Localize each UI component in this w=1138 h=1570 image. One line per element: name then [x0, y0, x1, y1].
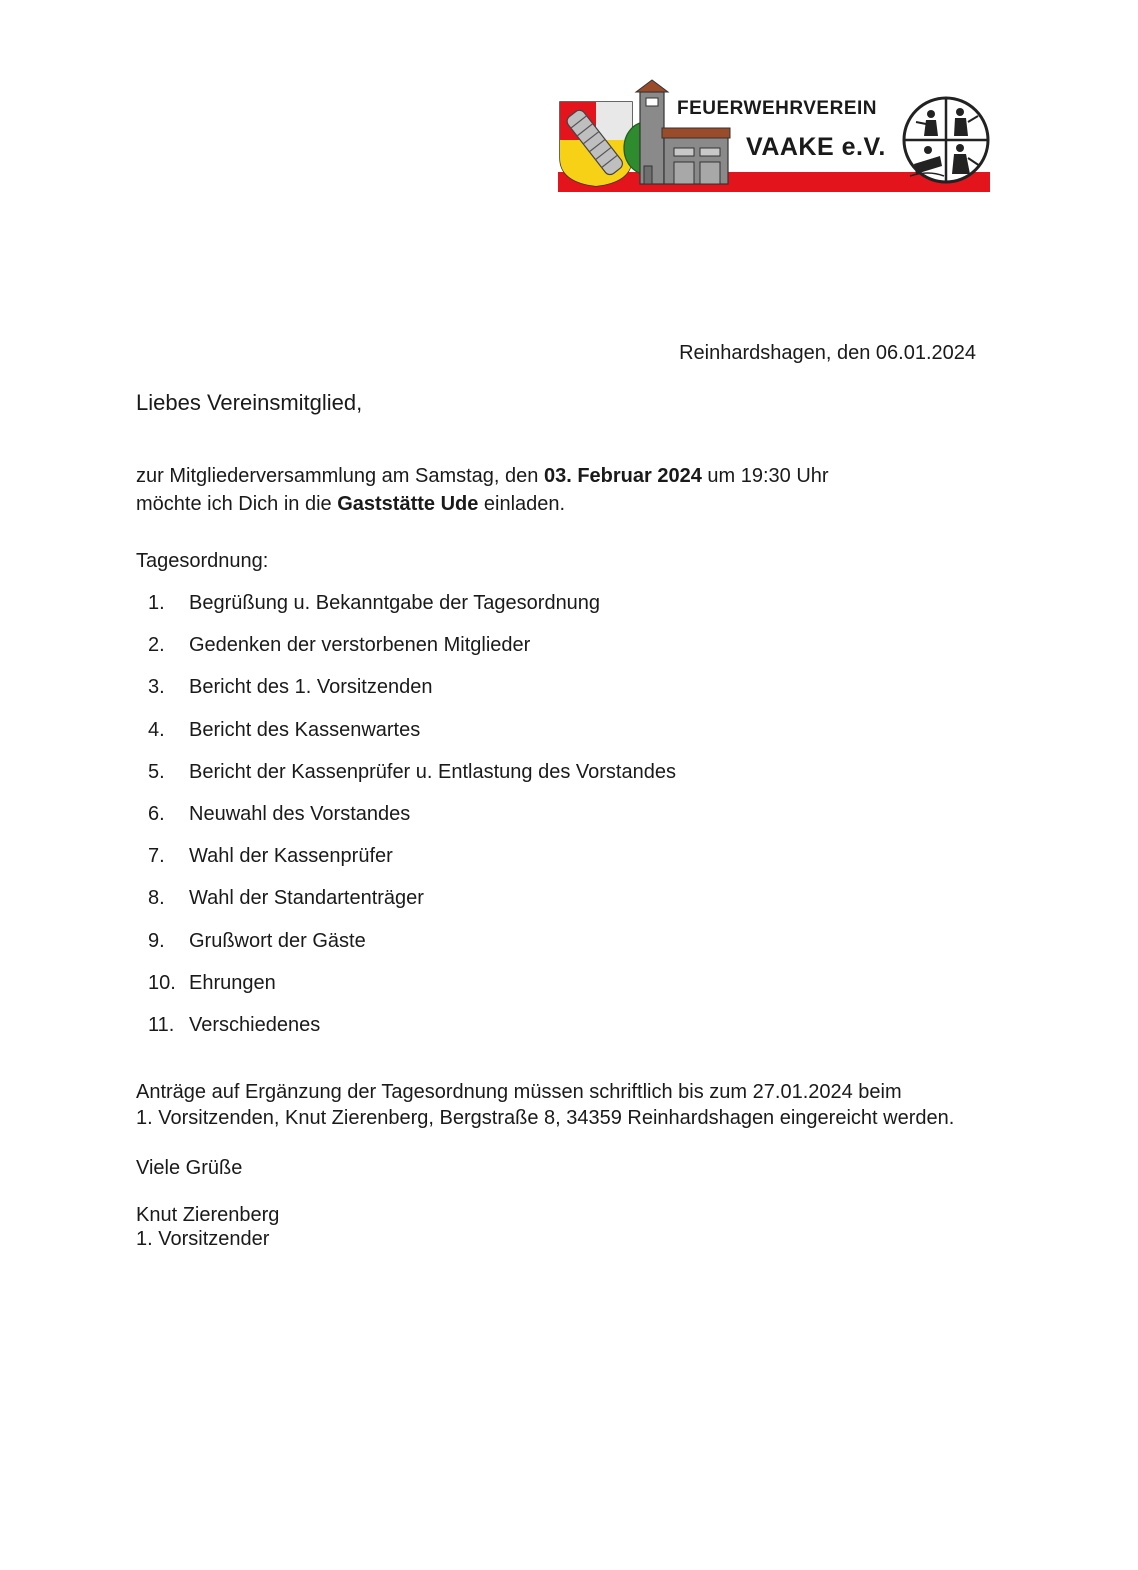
agenda-item-number: 2. [148, 634, 165, 657]
agenda-item-number: 5. [148, 760, 165, 783]
agenda-item-number: 11. [148, 1013, 175, 1036]
agenda-item-text: Ehrungen [189, 971, 276, 994]
agenda-item-text: Bericht des 1. Vorsitzenden [189, 676, 433, 699]
agenda-item-number: 8. [148, 887, 165, 910]
agenda-title: Tagesordnung: [136, 550, 269, 572]
intro-paragraph [136, 462, 829, 518]
agenda-item-text: Begrüßung u. Bekanntgabe der Tagesordnung [189, 592, 601, 614]
agenda-item-text: Neuwahl des Vorstandes [189, 802, 411, 825]
coat-of-arms-icon [560, 102, 632, 186]
intro-line-2 [136, 490, 829, 518]
agenda-item-number: 1. [148, 592, 165, 614]
firefighter-emblem-icon [904, 98, 988, 182]
intro-text-4: einladen. [478, 493, 566, 515]
meeting-date: 03. Februar 2024 [543, 465, 702, 487]
agenda-item-text: Wahl der Kassenprüfer [189, 845, 393, 868]
agenda-item-number: 9. [148, 929, 165, 952]
fire-station-icon [636, 80, 730, 184]
agenda-item-text: Wahl der Standartenträger [189, 887, 424, 910]
intro-text-1: zur Mitgliederversammlung am Samstag, den [136, 465, 544, 487]
signature-role: 1. Vorsitzender [136, 1228, 270, 1250]
agenda-item-text: Grußwort der Gäste [189, 929, 366, 952]
agenda-item-number: 10. [148, 971, 176, 994]
submission-note [136, 1079, 954, 1131]
agenda-item-number: 4. [148, 718, 165, 741]
club-logo [556, 78, 992, 196]
agenda-item-number: 6. [148, 802, 165, 825]
logo-title-line1: FEUERWEHRVEREIN [677, 98, 877, 119]
agenda-item-number: 7. [148, 845, 165, 868]
intro-text-3: möchte ich Dich in die [136, 493, 338, 515]
agenda-item-text: Bericht des Kassenwartes [189, 718, 421, 741]
agenda-item-text: Bericht der Kassenprüfer u. Entlastung des Vorstandes [189, 760, 676, 783]
agenda-item-text: Verschiedenes [189, 1013, 321, 1036]
agenda-item-number: 3. [148, 676, 165, 699]
note-line-2: 1. Vorsitzenden, Knut Zierenberg, Bergstraße 8, 34359 Reinhardshagen eingereicht werden. [136, 1107, 955, 1129]
salutation: Liebes Vereinsmitglied, [136, 390, 363, 415]
intro-text-2: um 19:30 Uhr [701, 465, 829, 487]
intro-line-1 [136, 462, 829, 490]
signature-name: Knut Zierenberg [136, 1204, 280, 1226]
note-line-1: Anträge auf Ergänzung der Tagesordnung müssen schriftlich bis zum 27.01.2024 beim [136, 1081, 902, 1103]
meeting-venue: Gaststätte Ude [337, 493, 479, 515]
place-and-date: Reinhardshagen, den 06.01.2024 [679, 342, 976, 364]
closing-greeting: Viele Grüße [136, 1157, 243, 1179]
logo-title-line2: VAAKE e.V. [746, 133, 886, 161]
agenda-item-text: Gedenken der verstorbenen Mitglieder [189, 634, 531, 657]
